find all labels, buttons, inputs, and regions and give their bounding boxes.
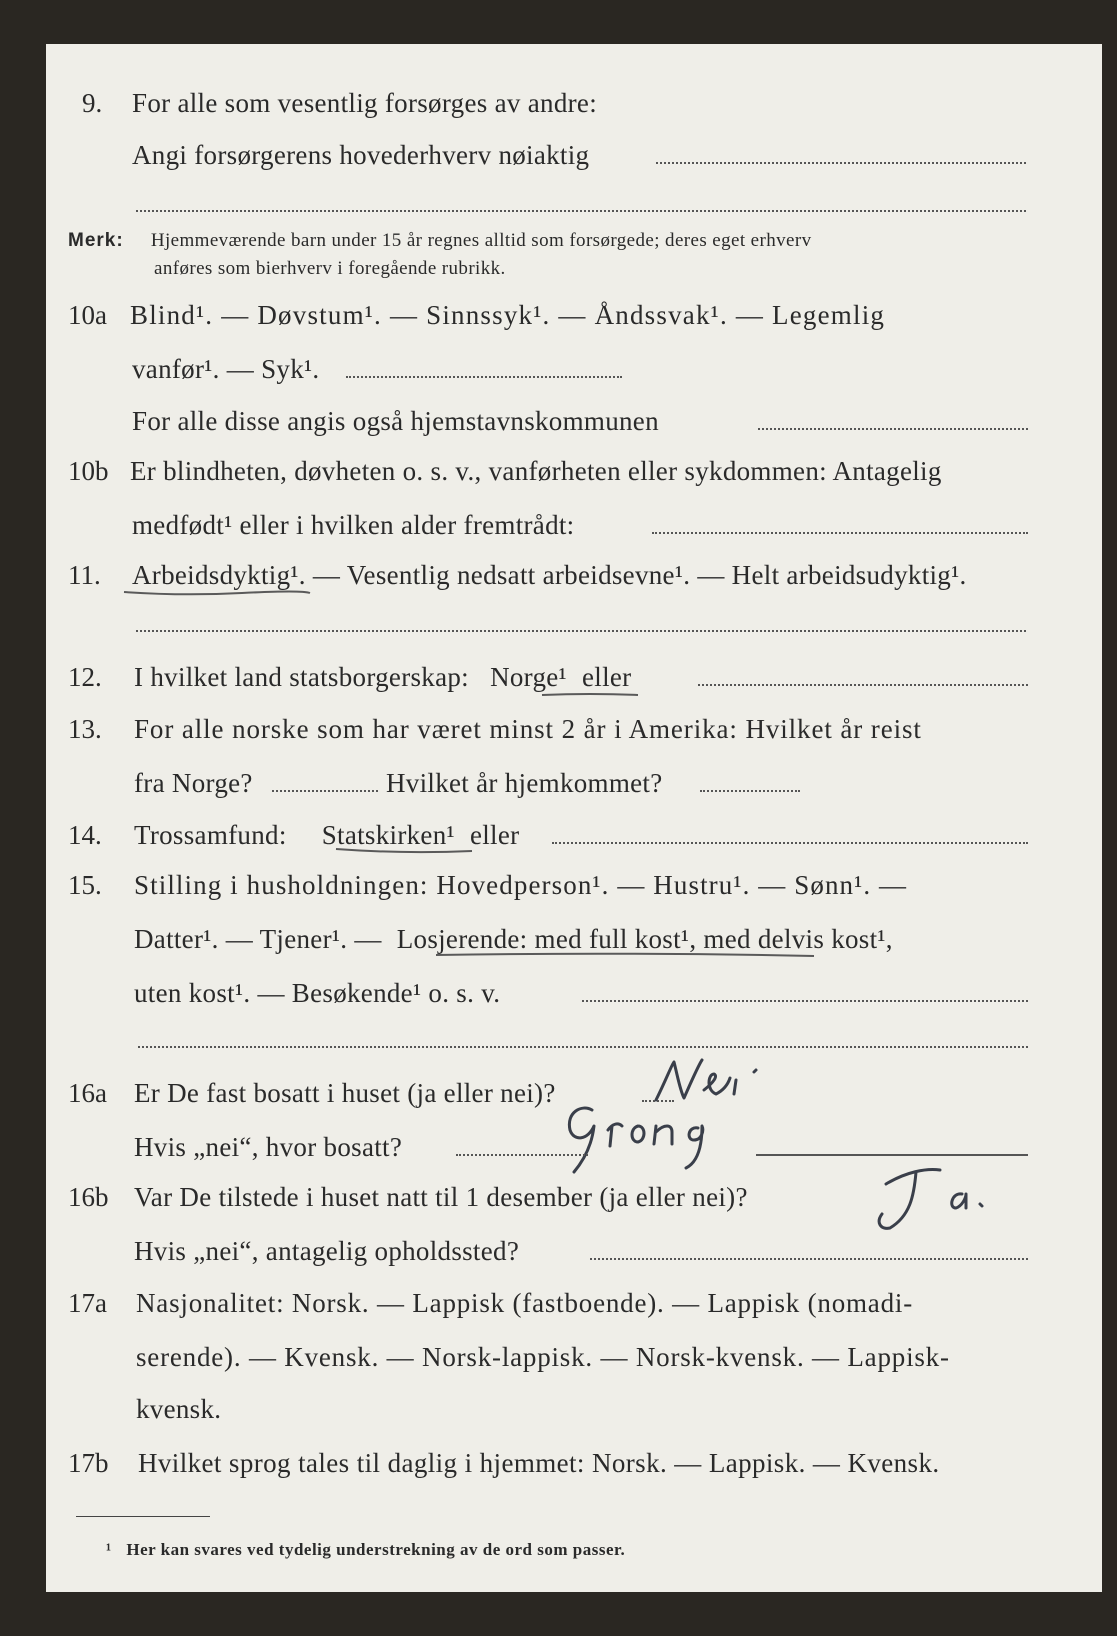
merk-label: Merk: bbox=[68, 230, 124, 251]
q15-answer-line-2[interactable] bbox=[138, 1046, 1028, 1048]
q17b-number: 17b bbox=[68, 1448, 109, 1478]
q15-options-a: Datter¹. — Tjener¹. — bbox=[134, 924, 382, 954]
q12-eller: eller bbox=[582, 662, 632, 692]
footnote bbox=[106, 1540, 625, 1560]
q16b-stay-place-line[interactable] bbox=[590, 1258, 1028, 1260]
q11-option-arbeidsdyktig[interactable]: Arbeidsdyktig¹ bbox=[132, 560, 299, 590]
q14-option-statskirken[interactable]: Statskirken¹ bbox=[321, 820, 455, 850]
q13-part2: Hvilket år hjemkommet? bbox=[386, 768, 663, 798]
q15-answer-line[interactable] bbox=[582, 1000, 1028, 1002]
q12-answer-line[interactable] bbox=[698, 684, 1028, 686]
q14-number: 14. bbox=[68, 820, 102, 850]
q9-answer-line[interactable] bbox=[656, 162, 1026, 164]
q15-line3: uten kost¹. — Besøkende¹ o. s. v. bbox=[134, 978, 501, 1008]
q10a-number: 10a bbox=[68, 300, 107, 330]
q12-handwritten-underline bbox=[540, 690, 640, 700]
merk-note bbox=[68, 230, 812, 252]
q17b-line1: Hvilket sprog tales til daglig i hjemmet: Norsk. — Lappisk. — Kvensk. bbox=[138, 1448, 940, 1478]
q12-question: I hvilket land statsborgerskap: bbox=[134, 662, 469, 692]
q15-handwritten-underline bbox=[434, 950, 816, 960]
q9-answer-line-2[interactable] bbox=[136, 210, 1026, 212]
q16a-handwritten-answer-grong bbox=[552, 1096, 772, 1176]
footnote-text: Her kan svares ved tydelig understrekning av de ord som passer. bbox=[126, 1540, 626, 1559]
q14-handwritten-underline bbox=[334, 846, 474, 856]
q17a-number: 17a bbox=[68, 1288, 107, 1318]
q9-line2: Angi forsørgerens hovederhverv nøiaktig bbox=[132, 140, 590, 170]
q15-line1: Stilling i husholdningen: Hovedperson¹. — Hustru¹. — Sønn¹. — bbox=[134, 870, 908, 900]
q12-number: 12. bbox=[68, 662, 102, 692]
q17a-line2: serende). — Kvensk. — Norsk-lappisk. — Norsk-kvensk. — Lappisk- bbox=[136, 1342, 950, 1372]
q11-answer-line[interactable] bbox=[136, 630, 1026, 632]
q15-option-losjerende-full-kost[interactable]: Losjerende: med full kost¹ bbox=[396, 924, 690, 954]
q14-answer-line[interactable] bbox=[552, 842, 1028, 844]
q10a-sick-answer-line[interactable] bbox=[346, 376, 622, 378]
q10b-answer-line[interactable] bbox=[652, 532, 1028, 534]
q10a-line1: Blind¹. — Døvstum¹. — Sinnssyk¹. — Åndssvak¹. — Legemlig bbox=[130, 300, 886, 330]
q14-question: Trossamfund: bbox=[134, 820, 287, 850]
q12-line bbox=[134, 662, 631, 693]
q13-number: 13. bbox=[68, 714, 102, 744]
q9-number: 9. bbox=[82, 88, 103, 118]
q16b-line1: Var De tilstede i huset natt til 1 desember (ja eller nei)? bbox=[134, 1182, 748, 1212]
q11-rest: . — Vesentlig nedsatt arbeidsevne¹. — Helt arbeidsudyktig¹. bbox=[298, 560, 967, 590]
q11-handwritten-underline bbox=[122, 588, 312, 598]
q13-returned-year-line[interactable] bbox=[700, 790, 800, 792]
q16a-residence-line[interactable] bbox=[456, 1154, 588, 1156]
merk-line1: Hjemmeværende barn under 15 år regnes alltid som forsørgede; deres eget erhverv bbox=[150, 230, 812, 251]
merk-line2: anføres som bierhverv i foregående rubrikk. bbox=[154, 258, 506, 279]
q16a-line2: Hvis „nei“, hvor bosatt? bbox=[134, 1132, 403, 1162]
q13-line1: For alle norske som har været minst 2 år i Amerika: Hvilket år reist bbox=[134, 714, 922, 744]
q17a-line1: Nasjonalitet: Norsk. — Lappisk (fastboende). — Lappisk (nomadi- bbox=[136, 1288, 913, 1318]
q16b-line2: Hvis „nei“, antagelig opholdssted? bbox=[134, 1236, 520, 1266]
q10b-number: 10b bbox=[68, 456, 109, 486]
q14-eller: eller bbox=[469, 820, 520, 850]
q13-emigrated-year-line[interactable] bbox=[272, 790, 378, 792]
q13-part1: fra Norge? bbox=[134, 768, 253, 798]
q10b-line2: medfødt¹ eller i hvilken alder fremtrådt: bbox=[132, 510, 575, 540]
q10a-line3: For alle disse angis også hjemstavnskommunen bbox=[132, 406, 659, 436]
q10b-line1: Er blindheten, døvheten o. s. v., vanførheten eller sykdommen: Antagelig bbox=[130, 456, 942, 486]
q16b-handwritten-answer-ja bbox=[866, 1156, 996, 1236]
q10a-home-municipality-line[interactable] bbox=[758, 428, 1028, 430]
q15-number: 15. bbox=[68, 870, 102, 900]
q17a-line3: kvensk. bbox=[136, 1394, 222, 1424]
q11-line bbox=[132, 560, 967, 591]
census-form-page bbox=[46, 44, 1102, 1592]
q16a-number: 16a bbox=[68, 1078, 107, 1108]
q16a-line1: Er De fast bosatt i huset (ja eller nei)? bbox=[134, 1078, 556, 1108]
q15-options-c: , med delvis kost¹, bbox=[689, 924, 893, 954]
q9-line1: For alle som vesentlig forsørges av andre: bbox=[132, 88, 597, 118]
q10a-line2: vanfør¹. — Syk¹. bbox=[132, 354, 320, 384]
footnote-mark: ¹ bbox=[106, 1540, 112, 1559]
q16b-number: 16b bbox=[68, 1182, 109, 1212]
footnote-rule bbox=[76, 1516, 210, 1517]
q11-number: 11. bbox=[68, 560, 101, 590]
q12-option-norge[interactable]: Norge¹ bbox=[490, 662, 567, 692]
